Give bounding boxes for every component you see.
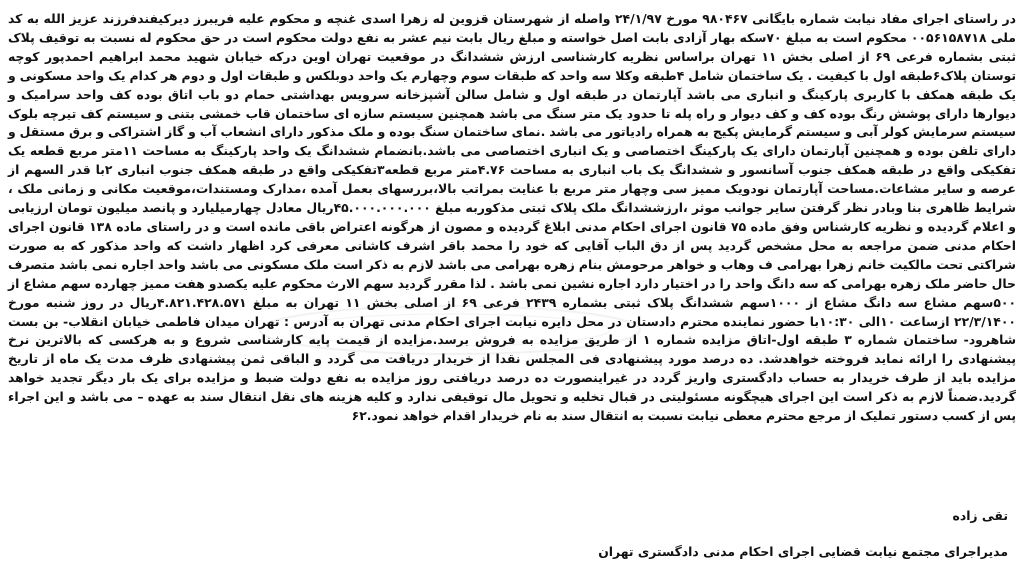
signer-title: مدیراجرای مجتمع نیابت قضایی اجرای احکام مدنی دادگستری تهران — [598, 544, 1008, 559]
signer-name: تقی زاده — [952, 508, 1008, 523]
notice-body: در راستای اجرای مفاد نیابت شماره بایگانی ۹۸۰۴۶۷ مورخ ۲۴/۱/۹۷ واصله از شهرستان قزوین له زهرا اسدی غنچه و محکوم علیه فریبرز دیرکیفندفرزند عزیز الله به کد ملی ۰۰۵۶۱۵۸۷۱۸ محکوم است به مبلغ ۷۰سکه بهار آزادی بابت اصل خواسته و مبلغ ریال بابت نیم عشر به نفع دولت محکوم است در حق محکوم له نسبت به توقیف پلاک ثبتی بشماره فرعی ۶۹ از اصلی بخش ۱۱ تهران براساس نظریه کارشناسی ارزش ششدانگ در موقعیت تهران اوین درکه خیابان شهید محمد ابراهیم احمدپور کوچه توستان پلاک۶طبقه اول با کیفیت . یک ساختمان شامل ۴طبقه وکلا سه واحد که طبقات سوم وچهارم یک واحد دوبلکس و طبقات اول و دوم هر کدام یک واحد مسکونی و یک طبقه همکف با کاربری پارکینگ و انباری می باشد آپارتمان در طبقه اول و شامل سالن آشپزخانه سرویس بهداشتی حمام دو باب اتاق بوده کف واحد سرامیک و دیوارها دارای پوشش رنگ بوده کف و کف دیوار و راه پله تا حدود یک متر سنگ می باشد همچنین سیستم سازه ای ساختمان قاب خمشی بتنی و سیستم کف تیرچه بلوک سیستم سرمایش کولر آبی و سیستم گرمایش پکیج به همراه رادیاتور می باشد .نمای ساختمان سنگ بوده و ملک مذکور دارای انشعاب آب و گاز اشتراکی و برق مستقل و دارای تلفن بوده و همچنین آپارتمان دارای یک پارکینگ اختصاصی و یک انباری اختصاصی می باشد.بانضمام ششدانگ یک واحد پارکینگ به مساحت ۱۱متر مربع قطعه یک تفکیکی واقع در طبقه همکف جنوب آسانسور و ششدانگ یک باب انباری به مساحت ۴.۷۶متر مربع قطعه۳تفکیکی واقع در طبقه همکف جنوب انباری ۲با قدر السهم از عرصه و سایر مشاعات.مساحت آپارتمان نودویک ممیز سی وچهار متر مربع با عنایت بمراتب بالا،بررسهای بعمل آمده ،مدارک ومستندات،موقعیت مکانی و زمانی ملک ، شرایط ظاهری بنا وبادر نظر گرفتن سایر جوانب موثر ،ارزششدانگ ملک پلاک ثبتی مذکوربه مبلغ ۴۵.۰۰۰.۰۰۰.۰۰۰ریال معادل چهارمیلیارد و پانصد میلیون تومان ارزیابی و اعلام گردیده و نظریه کارشناس وفق ماده ۷۵ قانون اجرای احکام مدنی ابلاغ گردیده و مصون از هرگونه اعتراض باقی مانده است و در راستای ماده ۱۳۸ قانون اجرای احکام مدنی ضمن مراجعه به محل مشخص گردید پس از دق الباب آقایی که خود را محمد باقر اشرف کاشانی معرفی کرد اظهار داشت که واحد مذکور که به صورت شراکتی تحت مالکیت خانم زهرا بهرامی ف وهاب و خواهر مرحومش بنام زهره بهرامی می باشد لازم به ذکر است ملک مسکونی می باشد واحد اجاره نمی باشد متصرف حال حاضر ملک زهره بهرامی که سه دانگ واحد را در اختیار دارد اجاره نشین نمی باشد . لذا مقرر گردید سهم الارث محکوم علیه یکصدو هفت ممیز چهارده سهم مشاع از ۵۰۰سهم مشاع سه دانگ مشاع از ۱۰۰۰سهم ششدانگ پلاک ثبتی بشماره ۲۴۳۹ فرعی ۶۹ از اصلی بخش ۱۱ تهران به مبلغ ۴.۸۲۱.۴۲۸.۵۷۱ریال در روز شنبه مورخ ۲۲/۳/۱۴۰۰ ازساعت ۱۰الی ۱۰:۳۰با حضور نماینده محترم دادستان در محل دایره نیابت اجرای احکام مدنی تهران به آدرس : تهران میدان فاطمی خیابان انقلاب- بن بست شاهرود- ساختمان شماره ۳ طبقه اول-اتاق مزایده شماره ۱ از طریق مزایده به فروش برسد.مزایده از قیمت پایه کارشناسی شروع و به هرکسی که بالاترین نرخ پیشنهادی را ارائه نماید فروخته خواهدشد. ده درصد مورد پیشنهادی فی المجلس نقدا از خریدار دریافت می گردد و الباقی ثمن پیشنهادی ظرف مدت یک ماه از تاریخ مزایده باید از طرف خریدار به حساب دادگستری واریز گردد در غیراینصورت ده درصد دریافتی روز مزایده به نفع دولت ضبط و مزایده برای یک بار دیگر تجدید خواهد گردید.ضمناً لازم به ذکر است این اجرای هیچگونه مسئولیتی در قبال تخلیه و تحویل مال توقیفی ندارد و کلیه هزینه های نقل انتقال سند به عهده – می باشد و این اجراء پس از کسب دستور تملیک از مرجع محترم معطی نیابت نسبت به انتقال سند به نام خریدار اقدام خواهد نمود.۶۲ — [8, 11, 1017, 424]
